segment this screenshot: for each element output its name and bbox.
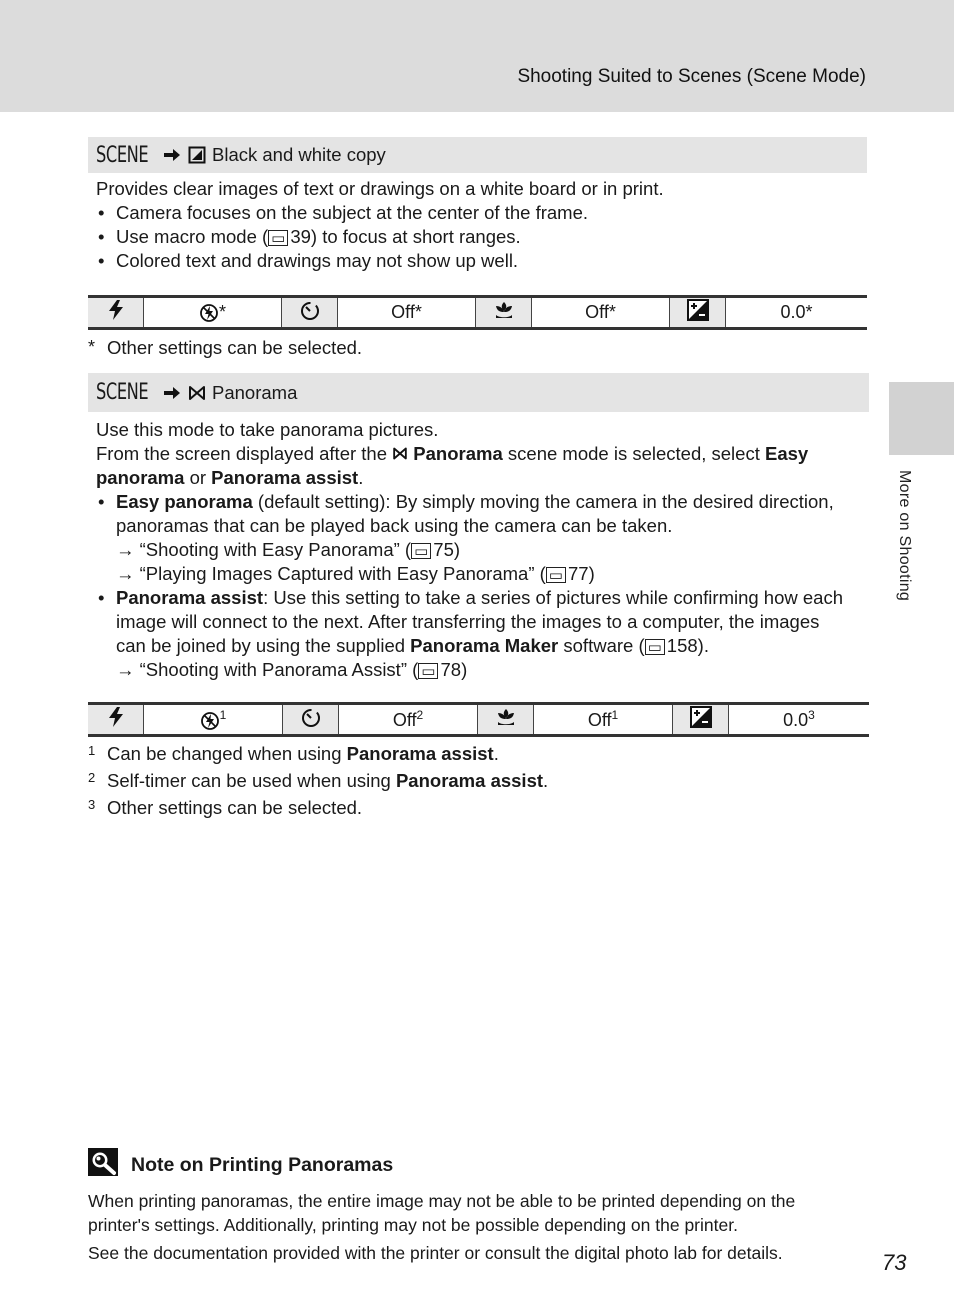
self-timer-setting bbox=[339, 704, 478, 736]
intro-text: Provides clear images of text or drawings on a white board or in print. bbox=[96, 178, 664, 199]
note-line: printer's settings. Additionally, printing may not be possible depending on the printer. bbox=[88, 1215, 738, 1235]
macro-value: Off* bbox=[532, 297, 670, 329]
arrow-right-icon bbox=[162, 147, 182, 163]
arrow-right-icon bbox=[162, 385, 182, 401]
footnote bbox=[88, 770, 548, 792]
footnote bbox=[88, 337, 362, 359]
exposure-compensation-icon bbox=[673, 704, 729, 736]
book-ref-icon: ▭ bbox=[418, 663, 438, 679]
text-fragment: : Use this setting to take a series of pictures while confirming how each bbox=[263, 587, 844, 608]
bw-copy-icon bbox=[188, 146, 206, 164]
footnote-mark: 3 bbox=[88, 797, 96, 812]
list-item bbox=[96, 586, 866, 610]
footnote-bold: Panorama assist bbox=[346, 743, 494, 764]
section1-body bbox=[96, 177, 664, 273]
footnote-text: Self-timer can be used when using bbox=[107, 770, 391, 791]
flash-mode-icon bbox=[88, 704, 144, 736]
text-fragment: Easy panorama bbox=[116, 491, 253, 512]
self-timer-icon bbox=[283, 704, 339, 736]
text-fragment: From the screen displayed after the bbox=[96, 443, 388, 464]
cross-reference bbox=[96, 562, 866, 586]
text-fragment: panorama bbox=[96, 467, 185, 488]
text-fragment: ) bbox=[588, 563, 595, 584]
note-paragraph bbox=[88, 1189, 795, 1237]
list-item bbox=[96, 490, 866, 514]
page-ref: 75 bbox=[433, 539, 454, 560]
footnote-ref: 2 bbox=[416, 708, 424, 722]
text-fragment: ) bbox=[461, 659, 468, 680]
flash-setting bbox=[144, 704, 283, 736]
footnote-ref: 1 bbox=[611, 708, 619, 722]
footnote-mark: 2 bbox=[88, 770, 96, 785]
panorama-icon bbox=[188, 384, 206, 402]
book-ref-icon: ▭ bbox=[411, 543, 431, 559]
intro-text: Use this mode to take panorama pictures. bbox=[96, 419, 439, 440]
note-line: When printing panoramas, the entire image may not be able to be printed depending on the bbox=[88, 1191, 796, 1211]
text-fragment: Panorama Maker bbox=[410, 635, 559, 656]
section-header-bw-copy bbox=[88, 137, 867, 173]
panorama-icon bbox=[392, 446, 408, 461]
footnote-text: Other settings can be selected. bbox=[107, 337, 363, 358]
page-ref: 39 bbox=[290, 226, 311, 247]
footnote-mark: * bbox=[88, 337, 96, 357]
cross-reference bbox=[96, 538, 866, 562]
flash-setting bbox=[144, 297, 282, 329]
page-ref: 77 bbox=[567, 563, 589, 584]
flash-off-icon bbox=[199, 303, 219, 323]
exposure-compensation-icon bbox=[670, 297, 726, 329]
text-fragment: Easy bbox=[764, 443, 809, 464]
running-title: Shooting Suited to Scenes (Scene Mode) bbox=[517, 66, 866, 87]
text-fragment: or bbox=[189, 467, 207, 488]
self-timer-icon bbox=[282, 297, 338, 329]
cross-reference bbox=[96, 658, 866, 682]
text-fragment: . bbox=[358, 467, 364, 488]
text-fragment: software ( bbox=[563, 635, 645, 656]
list-item-continuation: image will connect to the next. After transferring the images to a computer, the images bbox=[116, 611, 820, 632]
book-ref-icon: ▭ bbox=[645, 639, 665, 655]
exposure-setting bbox=[729, 704, 870, 736]
flash-mode-icon bbox=[88, 297, 144, 329]
section-title: Panorama bbox=[212, 381, 298, 403]
footnote-text: Other settings can be selected. bbox=[107, 797, 363, 818]
header-band bbox=[0, 0, 954, 112]
footnote-end: . bbox=[543, 770, 549, 791]
scene-label: SCENE bbox=[96, 142, 149, 168]
text-fragment: scene mode is selected, select bbox=[507, 443, 760, 464]
footnote bbox=[88, 743, 499, 765]
page-ref: 78 bbox=[440, 659, 462, 680]
section2-body bbox=[96, 418, 866, 682]
text-fragment: ) to focus at short ranges. bbox=[310, 226, 521, 247]
exposure-value: 0.0* bbox=[726, 297, 868, 329]
note-title: Note on Printing Panoramas bbox=[131, 1154, 394, 1176]
footnote-bold: Panorama assist bbox=[395, 770, 544, 791]
chapter-tab bbox=[889, 382, 954, 455]
text-fragment: → “Shooting with Easy Panorama” ( bbox=[116, 539, 412, 560]
page-ref: 158 bbox=[666, 635, 698, 656]
note-paragraph: See the documentation provided with the printer or consult the digital photo lab for details. bbox=[88, 1243, 783, 1263]
text-fragment: Panorama bbox=[413, 443, 503, 464]
self-timer-value: Off bbox=[392, 710, 417, 730]
text-fragment: → “Playing Images Captured with Easy Panorama” ( bbox=[116, 563, 546, 584]
self-timer-value: Off* bbox=[338, 297, 476, 329]
note-magnifier-icon bbox=[88, 1148, 118, 1176]
text-fragment: ). bbox=[697, 635, 709, 656]
text-fragment: (default setting): By simply moving the camera in the desired direction, bbox=[257, 491, 834, 512]
text-fragment: Use macro mode ( bbox=[116, 226, 269, 247]
exposure-value: 0.0 bbox=[783, 710, 809, 730]
page-number: 73 bbox=[882, 1250, 907, 1275]
text-fragment: can be joined by using the supplied bbox=[116, 635, 406, 656]
settings-table-bw-copy bbox=[88, 295, 867, 330]
intro-text bbox=[96, 466, 866, 490]
section-title: Black and white copy bbox=[212, 144, 386, 165]
chapter-tab-label: More on Shooting bbox=[896, 470, 913, 602]
text-fragment: ) bbox=[453, 539, 461, 560]
footnote-mark: 1 bbox=[88, 743, 96, 758]
footnote-ref: 1 bbox=[219, 707, 227, 722]
text-fragment: → “Shooting with Panorama Assist” ( bbox=[116, 659, 419, 680]
macro-mode-icon bbox=[478, 704, 534, 736]
flash-value: * bbox=[218, 301, 226, 322]
intro-text bbox=[96, 442, 866, 466]
list-item-continuation: panoramas that can be played back using the camera can be taken. bbox=[116, 515, 673, 536]
list-item-continuation bbox=[96, 634, 866, 658]
list-item: • Camera focuses on the subject at the center of the frame. bbox=[96, 201, 664, 225]
text-fragment: Panorama assist bbox=[211, 467, 359, 488]
macro-setting bbox=[534, 704, 673, 736]
list-item bbox=[96, 225, 664, 249]
scene-label: SCENE bbox=[96, 380, 149, 405]
footnote-ref: 3 bbox=[808, 708, 815, 722]
macro-mode-icon bbox=[476, 297, 532, 329]
footnote bbox=[88, 797, 362, 819]
book-ref-icon: ▭ bbox=[268, 230, 288, 246]
list-item: • Colored text and drawings may not show up well. bbox=[96, 249, 664, 273]
settings-table-panorama bbox=[88, 702, 869, 737]
text-fragment: Panorama assist bbox=[116, 587, 264, 608]
book-ref-icon: ▭ bbox=[546, 567, 566, 583]
macro-value: Off bbox=[587, 710, 612, 730]
footnote-end: . bbox=[493, 743, 499, 764]
footnote-text: Can be changed when using bbox=[107, 743, 342, 764]
section-header-panorama bbox=[88, 373, 869, 412]
flash-off-icon bbox=[200, 711, 220, 731]
